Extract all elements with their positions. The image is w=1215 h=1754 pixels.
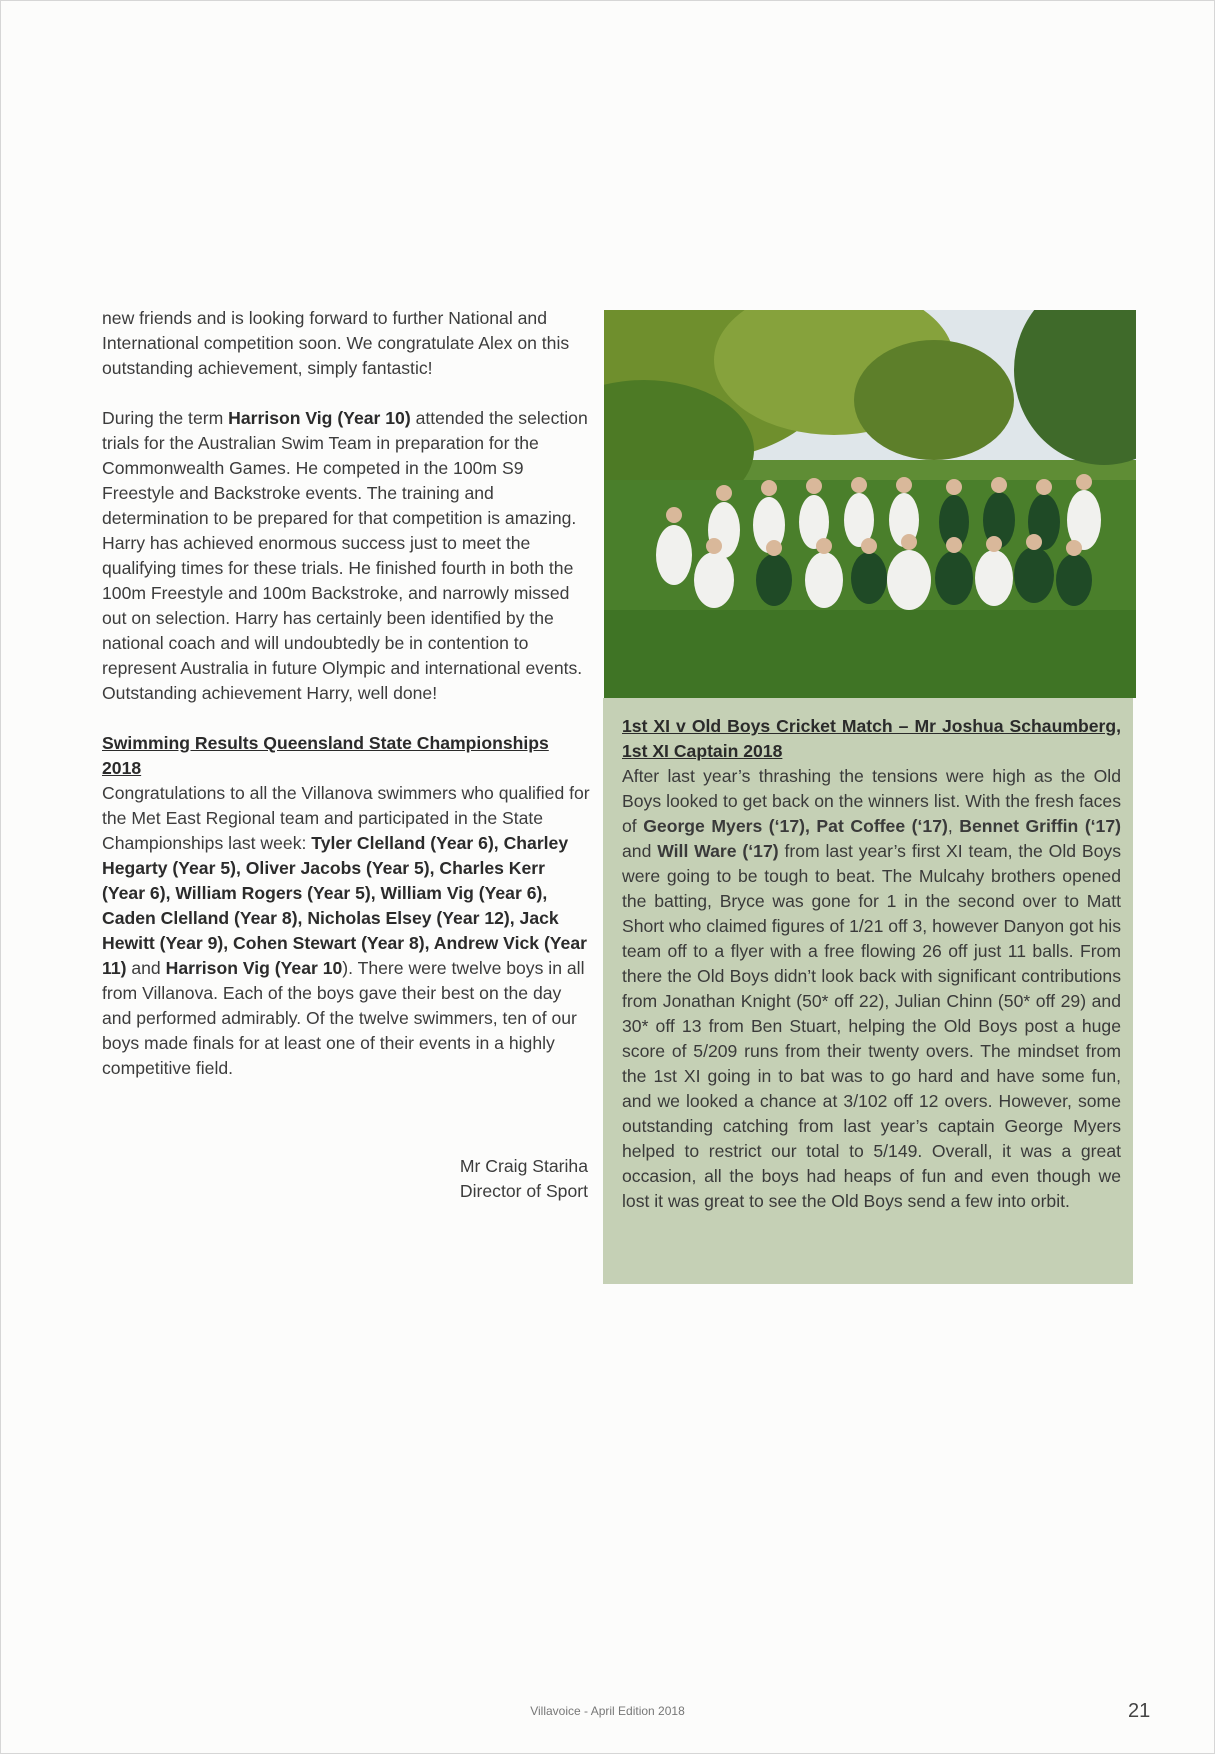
signoff-name: Mr Craig Stariha	[459, 1156, 588, 1176]
team-photo	[604, 310, 1136, 698]
cricket-match-text: After last year’s thrashing the tensions were high as the Old Boys looked to get back on the winners list. With the fresh faces of George Myers (‘17), Pat Coffee (‘17), Bennet Griffin (‘17) and Will Ware (‘17) from last year’s first XI team, the Old Boys were going to be tough to beat. The Mulcahy brothers opened the batting, Bryce was gone for 1 in the second over to Matt Short who claimed figures of 1/21 off 3, however Danyon got his team off to a flyer with a free flowing 26 off just 11 balls. From there the Old Boys didn’t look back with significant contributions from Jonathan Knight (50* off 22), Julian Chinn (50* off 29) and 30* off 13 from Ben Stuart, helping the Old Boys post a huge score of 5/209 runs from their twenty overs. The mindset from the 1st XI going in to bat was to go hard and have some fun, and we looked a chance at 3/102 off 12 overs. However, some outstanding catching from last year’s captain George Myers helped to restrict our total to 5/149. Overall, it was a great occasion, all the boys had heaps of fun and even though we lost it was great to see the Old Boys send a few into orbit.	[622, 766, 1122, 1211]
swimming-results-heading: Swimming Results Queensland State Championships 2018	[102, 733, 549, 778]
swimming-results-paragraph: Congratulations to all the Villanova swimmers who qualified for the Met East Regional team and participated in the State Championships last week: Tyler Clelland (Year 6), Charley Hegarty (Year 5), Oliver Jacobs (Year 5), Charles Kerr (Year 6), William Rogers (Year 5), William Vig (Year 6), Caden Clelland (Year 8), Nicholas Elsey (Year 12), Jack Hewitt (Year 9), Cohen Stewart (Year 8), Andrew Vick (Year 11) and Harrison Vig (Year 10). There were twelve boys in all from Villanova. Each of the boys gave their best on the day and performed admirably. Of the twelve swimmers, ten of our boys made finals for at least one of their events in a highly competitive field.	[102, 783, 590, 1078]
left-column	[102, 306, 590, 1081]
page-number: 21	[1128, 1700, 1151, 1722]
cricket-match-heading: 1st XI v Old Boys Cricket Match – Mr Joshua Schaumberg, 1st XI Captain 2018	[622, 716, 1121, 761]
harrison-paragraph: During the term Harrison Vig (Year 10) attended the selection trials for the Australian Swim Team in preparation for the Commonwealth Games. He competed in the 100m S9 Freestyle and Backstroke events. The training and determination to be prepared for that competition is amazing. Harry has achieved enormous success just to meet the qualifying times for these trials. He finished fourth in both the 100m Freestyle and 100m Backstroke, and narrowly missed out on selection. Harry has certainly been identified by the national coach and will undoubtedly be in contention to represent Australia in future Olympic and international events. Outstanding achievement Harry, well done!	[102, 408, 588, 703]
cricket-match-box	[603, 698, 1133, 1284]
signoff-title: Director of Sport	[459, 1181, 588, 1201]
publication-footer: Villavoice - April Edition 2018	[530, 1704, 685, 1718]
signoff	[380, 1154, 588, 1204]
intro-paragraph: new friends and is looking forward to further National and International competition soon. We congratulate Alex on this outstanding achievement, simply fantastic!	[102, 308, 570, 378]
